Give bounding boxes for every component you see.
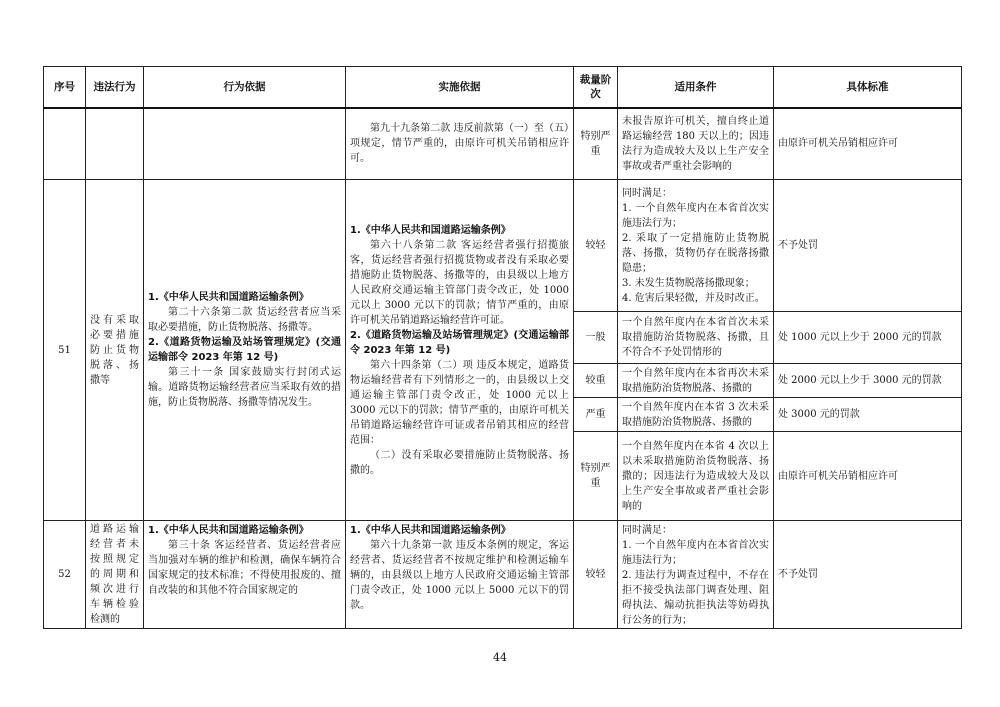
- row51-basis-text1: 第二十六条第二款 货运经营者应当采取必要措施，防止货物脱落、扬撒等。: [148, 307, 341, 333]
- row51-condition-4: 一个自然年度内在本省 3 次未采取措施防治货物脱落、扬撒的: [618, 398, 774, 432]
- row51-impl-text1: 第六十八条第二款 客运经营者强行招揽旅客，货运经营者强行招揽货物或者没有采取必要措施防止货物脱落、扬撒等的，由县级以上地方人民政府交通运输主管部门责令改正，处 1000 元以上 3000 元以下的罚款；情节严重的，由原许可机关吊销道路运输经营许可证。: [350, 239, 569, 326]
- cont-seq-cell: [44, 108, 86, 180]
- header-conditions: 适用条件: [618, 67, 774, 108]
- row51-violation: 没有采取必要措施防止货物脱落、扬撒等: [86, 180, 144, 521]
- row51-impl-law2: 2.《道路货物运输及站场管理规定》(交通运输部令 2023 年第 12 号): [350, 329, 569, 356]
- row51-cond1-line: 1. 一个自然年度内在本省首次实施违法行为；: [622, 202, 769, 229]
- penalty-discretion-table: [43, 66, 962, 629]
- cont-standard: 由原许可机关吊销相应许可: [774, 108, 962, 180]
- cont-impl-text: 第九十九条第二款 违反前款第（一）至（五）项规定，情节严重的，由原许可机关吊销相应许可。: [346, 108, 574, 180]
- row51-basis: [144, 180, 346, 521]
- row51-impl-text2: 第六十四条第（二）项 违反本规定，道路货物运输经营者有下列情形之一的，由县级以上交通运输主管部门责令改正，处 1000 元以上 3000 元以下的罚款；情节严重的，由原许可机关吊销道路运输经营许可证或者吊销其相应的经营范围：: [350, 359, 569, 446]
- row51-impl-law1: 1.《中华人民共和国道路运输条例》: [350, 224, 511, 236]
- cont-condition: 未报告原许可机关，擅自终止道路运输经营 180 天以上的；因违法行为造成较大及以上生产安全事故或者严重社会影响的: [618, 108, 774, 180]
- row51-seq: 51: [44, 180, 86, 521]
- header-impl: 实施依据: [346, 67, 574, 108]
- row52-cond-line: 同时满足：: [622, 525, 672, 536]
- row51-basis-law1: 1.《中华人民共和国道路运输条例》: [148, 292, 309, 303]
- row51-basis-text2: 第三十一条 国家鼓励实行封闭式运输。道路货物运输经营者应当采取有效的措施，防止货物脱落、扬撒等情况发生。: [148, 367, 341, 408]
- row51-standard-1: 不予处罚: [774, 180, 962, 312]
- row52-cond-line: 1. 一个自然年度内在本省首次实施违法行为；: [622, 540, 769, 566]
- row52-cond-line: 2. 违法行为调查过程中，不存在拒不接受执法部门调查处理、阻碍执法、煽动抗拒执法等妨碍执行公务的行为；: [622, 570, 769, 626]
- row52-level: 较轻: [574, 521, 618, 629]
- row52-basis-law1: 1.《中华人民共和国道路运输条例》: [148, 525, 309, 536]
- row51-level-4: 严重: [574, 398, 618, 432]
- row51-cond1-line: 4. 危害后果轻微，并及时改正。: [622, 292, 765, 304]
- row52-impl-text1: 第六十九条第一款 违反本条例的规定，客运经营者、货运经营者不按规定维护和检测运输车辆的，由县级以上地方人民政府交通运输主管部门责令改正，处 1000 元以上 5000 元以下的罚款。: [350, 540, 569, 611]
- row52-seq: 52: [44, 521, 86, 629]
- row51-level-5: 特别严重: [574, 432, 618, 521]
- table-header-row: [44, 67, 962, 108]
- row51-level-3: 较重: [574, 364, 618, 398]
- header-level: 裁量阶次: [574, 67, 618, 108]
- row52-basis: [144, 521, 346, 629]
- row51-standard-3: 处 2000 元以上少于 3000 元的罚款: [774, 364, 962, 398]
- header-violation: 违法行为: [86, 67, 144, 108]
- row51-condition-1: [618, 180, 774, 312]
- cont-basis-cell: [144, 108, 346, 180]
- row51-level-1: 较轻: [574, 180, 618, 312]
- row52-impl-law1: 1.《中华人民共和国道路运输条例》: [350, 525, 511, 536]
- row51-basis-law2: 2.《道路货物运输及站场管理规定》(交通运输部令 2023 年第 12 号): [148, 337, 341, 363]
- cont-violation-cell: [86, 108, 144, 180]
- row51-impl-text3: （二）没有采取必要措施防止货物脱落、扬撒的。: [350, 449, 569, 476]
- row51-impl: [346, 180, 574, 521]
- row52-standard: 不予处罚: [774, 521, 962, 629]
- row52-basis-text1: 第三十条 客运经营者、货运经营者应当加强对车辆的维护和检测，确保车辆符合国家规定的技术标准；不得使用报废的、擅自改装的和其他不符合国家规定的: [148, 540, 341, 596]
- row51-cond1-line: 2. 采取了一定措施防止货物脱落、扬撒，货物仍存在脱落扬撒隐患；: [622, 232, 769, 274]
- cont-level: 特别严重: [574, 108, 618, 180]
- page-number: 44: [493, 651, 507, 664]
- row51-condition-2: 一个自然年度内在本省首次未采取措施防治货物脱落、扬撒，且不符合不予处罚情形的: [618, 312, 774, 364]
- table-row-52: [44, 521, 962, 629]
- row52-condition: [618, 521, 774, 629]
- row51-cond1-line: 同时满足：: [622, 187, 672, 199]
- row52-impl: [346, 521, 574, 629]
- header-basis: 行为依据: [144, 67, 346, 108]
- table-row-51-level-1: [44, 180, 962, 312]
- row51-condition-3: 一个自然年度内在本省再次未采取措施防治货物脱落、扬撒的: [618, 364, 774, 398]
- header-standard: 具体标准: [774, 67, 962, 108]
- row51-standard-5: 由原许可机关吊销相应许可: [774, 432, 962, 521]
- row51-level-2: 一般: [574, 312, 618, 364]
- row51-standard-4: 处 3000 元的罚款: [774, 398, 962, 432]
- table-row-continued: [44, 108, 962, 180]
- row51-condition-5: 一个自然年度内在本省 4 次以上以未采取措施防治货物脱落、扬撒的；因违法行为造成较大及以上生产安全事故或者严重社会影响的: [618, 432, 774, 521]
- row51-standard-2: 处 1000 元以上少于 2000 元的罚款: [774, 312, 962, 364]
- row51-cond1-line: 3. 未发生货物脱落扬撒现象；: [622, 277, 755, 289]
- row52-violation: 道路运输经营者未按照规定的周期和频次进行车辆检验检测的: [86, 521, 144, 629]
- header-seq: 序号: [44, 67, 86, 108]
